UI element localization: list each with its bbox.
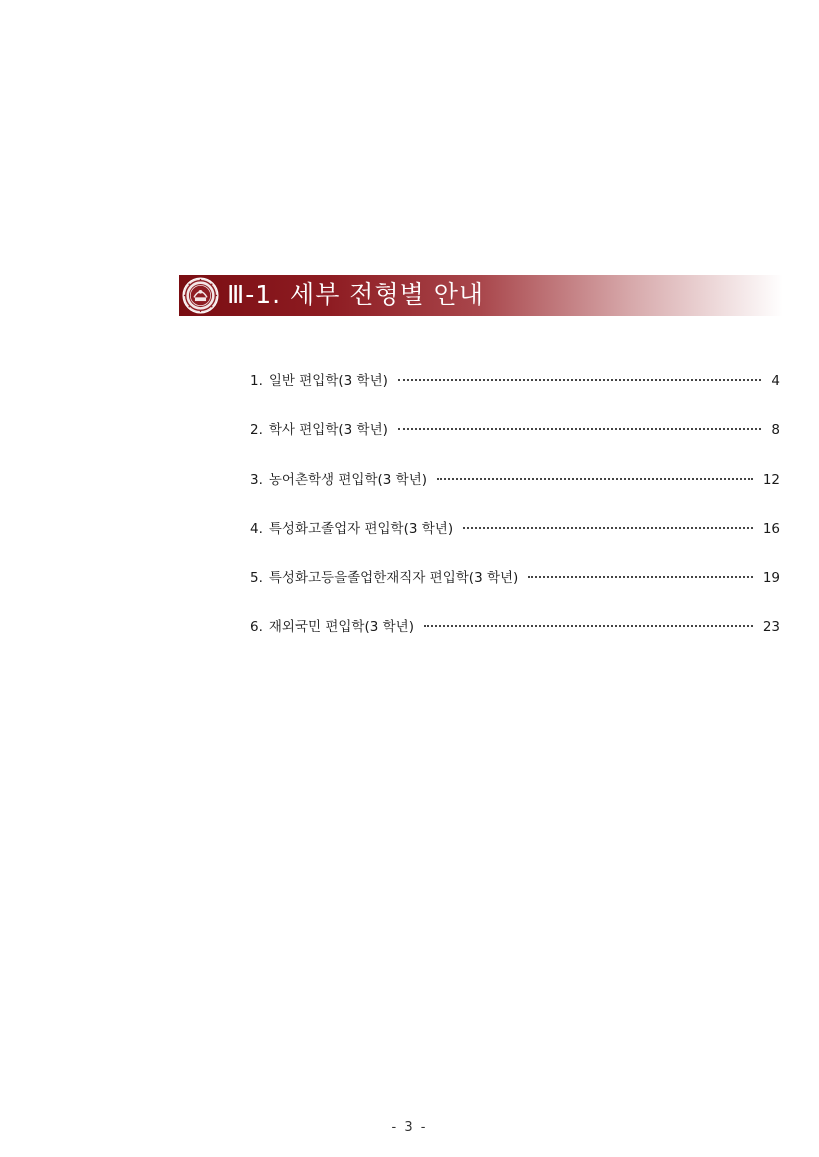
dotted-leader [437,478,753,480]
page-number: - 3 - [391,1120,428,1135]
toc-entry-title: 특성화고등을졸업한재직자 편입학(3 학년) [268,570,519,587]
toc-entry-number: 6. [250,619,263,636]
toc-entry-number: 5. [250,570,263,587]
dotted-leader [398,428,762,430]
toc-entry-title: 일반 편입학(3 학년) [268,373,388,389]
toc-entry-page: 19 [762,570,780,587]
dotted-leader [528,576,753,578]
dotted-leader [424,625,753,627]
toc-entry-title: 학사 편입학(3 학년) [268,422,388,439]
toc-entry[interactable] [250,469,780,518]
toc-entry-title: 특성화고졸업자 편입학(3 학년) [268,520,454,537]
university-emblem-icon [182,277,219,314]
section-banner [179,275,783,316]
toc-entry[interactable] [250,518,780,567]
table-of-contents [250,370,780,666]
toc-entry-title: 농어촌학생 편입학(3 학년) [268,471,428,488]
toc-entry-number: 2. [250,422,263,439]
dotted-leader [398,379,762,381]
toc-entry[interactable] [250,370,780,419]
toc-entry-page: 16 [762,520,780,537]
toc-entry-page: 23 [762,619,780,636]
toc-entry-number: 3. [250,471,263,488]
toc-entry[interactable] [250,616,780,665]
toc-entry-page: 8 [771,422,780,439]
section-title: Ⅲ-1. 세부 전형별 안내 [227,280,485,309]
toc-entry-title: 재외국민 편입학(3 학년) [268,619,414,636]
toc-entry[interactable] [250,567,780,616]
toc-entry-number: 4. [250,520,263,537]
toc-entry-page: 4 [771,373,780,389]
dotted-leader [463,527,753,529]
toc-entry[interactable] [250,419,780,468]
toc-entry-page: 12 [762,471,780,488]
toc-entry-number: 1. [250,373,263,389]
